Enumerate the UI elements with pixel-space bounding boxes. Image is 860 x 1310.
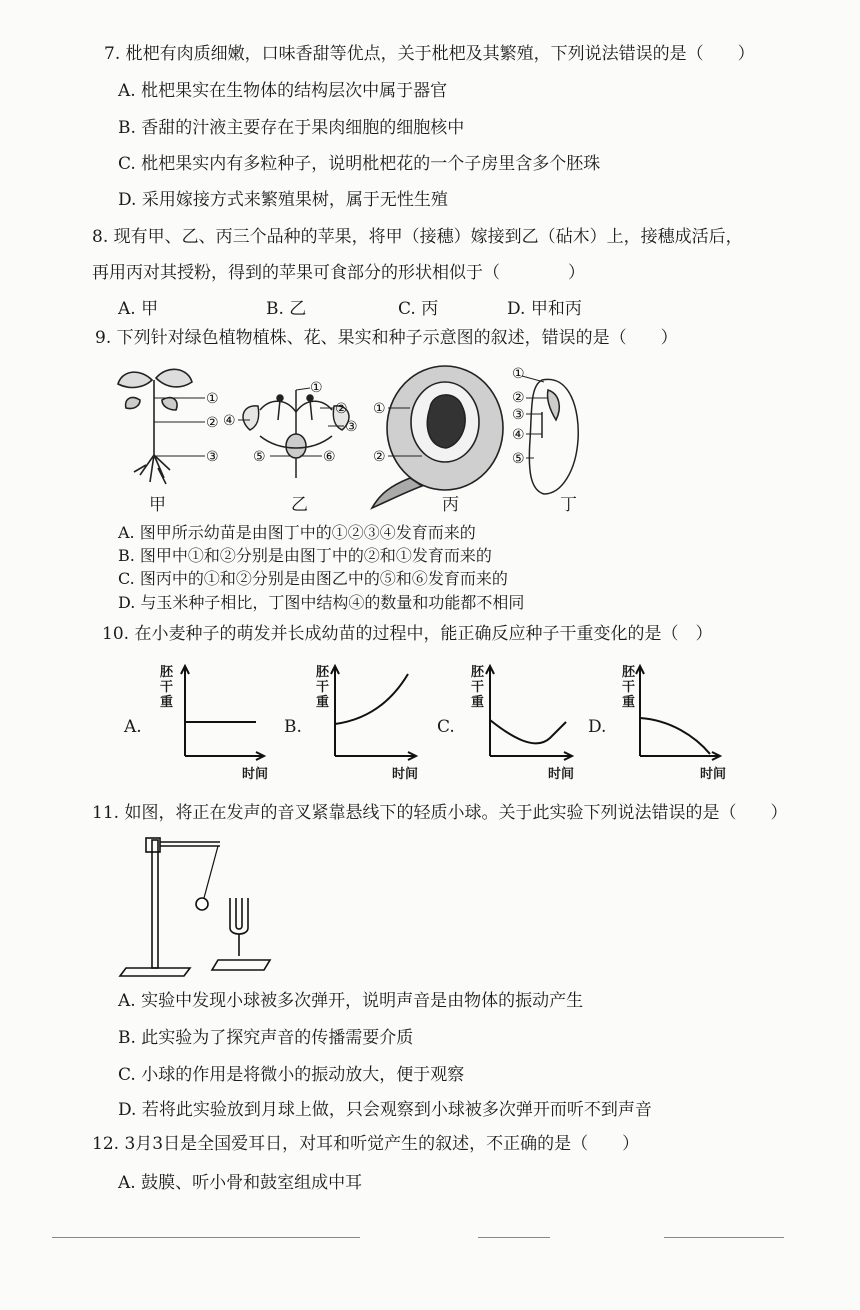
graph-a xyxy=(181,666,264,760)
q11-option-d: D. 若将此实验放到月球上做，只会观察到小球被多次弹开而听不到声音 xyxy=(118,1100,652,1120)
footer-rule-right xyxy=(664,1237,784,1238)
footer-rule-left xyxy=(52,1237,360,1238)
q8-stem-line1: 8. 现有甲、乙、丙三个品种的苹果，将甲（接穗）嫁接到乙（砧木）上，接穗成活后， xyxy=(92,227,743,247)
figure-label-yi: 乙 xyxy=(291,495,308,515)
graph-d xyxy=(636,666,720,760)
q12-stem: 12. 3月3日是全国爱耳日，对耳和听觉产生的叙述，不正确的是（ ） xyxy=(92,1134,640,1154)
q7-stem: 7. 枇杷有肉质细嫩，口味香甜等优点，关于枇杷及其繁殖，下列说法错误的是（ ） xyxy=(104,44,755,64)
q9-option-a: A. 图甲所示幼苗是由图丁中的①②③④发育而来的 xyxy=(118,523,476,542)
q9-figure xyxy=(110,360,590,520)
q8-option-d: D. 甲和丙 xyxy=(507,299,582,319)
svg-text:①: ① xyxy=(512,366,525,382)
graph-b xyxy=(331,666,416,760)
q9-stem: 9. 下列针对绿色植物植株、花、果实和种子示意图的叙述，错误的是（ ） xyxy=(95,328,678,348)
graph-c-ylabel: 胚干重 xyxy=(471,665,485,710)
svg-text:③: ③ xyxy=(345,419,358,435)
q7-option-a: A. 枇杷果实在生物体的结构层次中属于器官 xyxy=(118,81,448,101)
q10-option-d-letter: D. xyxy=(588,717,607,737)
q9-option-b: B. 图甲中①和②分别是由图丁中的②和①发育而来的 xyxy=(118,546,492,565)
q9-option-d: D. 与玉米种子相比，丁图中结构④的数量和功能都不相同 xyxy=(118,593,525,612)
q10-option-a-letter: A. xyxy=(124,717,142,737)
figure-label-bing: 丙 xyxy=(442,495,459,515)
graph-d-xlabel: 时间 xyxy=(700,767,727,782)
svg-text:③: ③ xyxy=(512,407,525,423)
q10-option-b-letter: B. xyxy=(284,717,302,737)
q8-option-a: A. 甲 xyxy=(118,299,159,319)
svg-text:②: ② xyxy=(512,390,525,406)
q10-option-c-letter: C. xyxy=(437,717,455,737)
q8-stem-line2: 再用丙对其授粉，得到的苹果可食部分的形状相似于（ ） xyxy=(92,263,585,283)
fruit-diagram xyxy=(372,366,503,508)
footer-rule-middle xyxy=(478,1237,550,1238)
svg-text:②: ② xyxy=(373,449,386,465)
svg-text:②: ② xyxy=(206,415,219,431)
q8-option-c: C. 丙 xyxy=(398,299,439,319)
graph-c-xlabel: 时间 xyxy=(548,767,575,782)
q7-option-b: B. 香甜的汁液主要存在于果肉细胞的细胞核中 xyxy=(118,118,465,138)
graph-c xyxy=(486,666,572,760)
curve-d xyxy=(640,718,710,754)
q12-option-a: A. 鼓膜、听小骨和鼓室组成中耳 xyxy=(118,1173,363,1193)
q8-option-b: B. 乙 xyxy=(266,299,307,319)
graph-b-ylabel: 胚干重 xyxy=(316,665,330,710)
q11-stem: 11. 如图，将正在发声的音叉紧靠悬线下的轻质小球。关于此实验下列说法错误的是（ ） xyxy=(92,803,788,823)
svg-text:②: ② xyxy=(335,401,348,417)
q9-option-c: C. 图丙中的①和②分别是由图乙中的⑤和⑥发育而来的 xyxy=(118,569,508,588)
seed-diagram xyxy=(522,376,578,494)
curve-c xyxy=(490,720,566,743)
seedling-diagram xyxy=(118,369,205,484)
q7-option-d: D. 采用嫁接方式来繁殖果树，属于无性生殖 xyxy=(118,190,448,210)
svg-text:①: ① xyxy=(373,401,386,417)
svg-text:⑤: ⑤ xyxy=(253,449,266,465)
q10-stem: 10. 在小麦种子的萌发并长成幼苗的过程中，能正确反应种子干重变化的是（ ） xyxy=(102,624,713,644)
svg-text:⑥: ⑥ xyxy=(323,449,336,465)
tuning-fork-figure xyxy=(112,830,282,980)
graph-a-ylabel: 胚干重 xyxy=(160,665,174,710)
graph-a-xlabel: 时间 xyxy=(242,767,269,782)
svg-text:③: ③ xyxy=(206,449,219,465)
figure-label-jia: 甲 xyxy=(149,495,166,515)
svg-text:⑤: ⑤ xyxy=(512,451,525,467)
q11-option-c: C. 小球的作用是将微小的振动放大，便于观察 xyxy=(118,1065,465,1085)
graph-d-ylabel: 胚干重 xyxy=(622,665,636,710)
curve-b xyxy=(335,674,408,724)
svg-text:①: ① xyxy=(206,391,219,407)
q10-graphs xyxy=(150,660,750,785)
figure-label-ding: 丁 xyxy=(560,495,577,515)
svg-text:④: ④ xyxy=(512,427,525,443)
q11-option-a: A. 实验中发现小球被多次弹开，说明声音是由物体的振动产生 xyxy=(118,991,584,1011)
svg-text:①: ① xyxy=(310,380,323,396)
q11-option-b: B. 此实验为了探究声音的传播需要介质 xyxy=(118,1028,414,1048)
svg-text:④: ④ xyxy=(223,413,236,429)
graph-b-xlabel: 时间 xyxy=(392,767,419,782)
q7-option-c: C. 枇杷果实内有多粒种子，说明枇杷花的一个子房里含多个胚珠 xyxy=(118,154,601,174)
